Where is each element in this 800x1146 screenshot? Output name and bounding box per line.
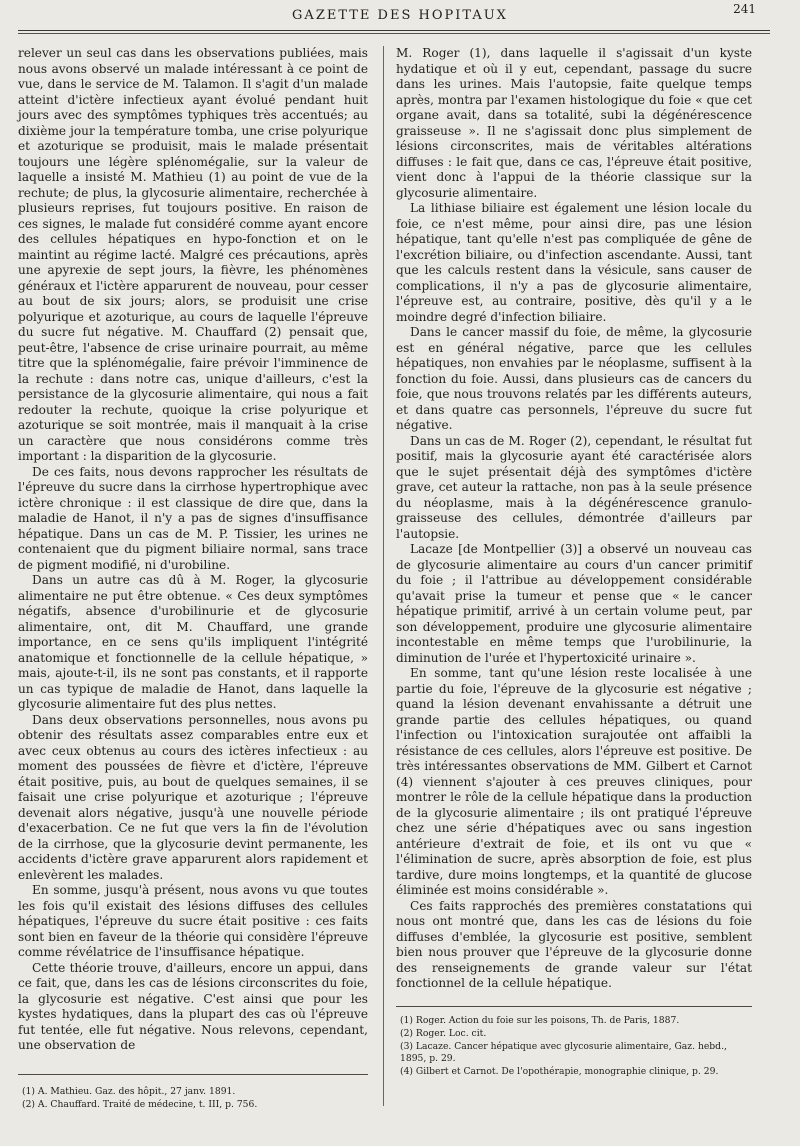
footnote: (1) Roger. Action du foie sur les poisons, Th. de Paris, 1887.	[400, 1014, 680, 1026]
paragraph: Dans un autre cas dû à M. Roger, la glycosurie alimentaire ne put être obtenue. « Ces deux symptômes négatifs, absence d'urobilinurie et de glycosurie alimentaire, ont, dit M. Chauffard, une grande importance, en ce sens qu'ils impliquent l'intégrité anatomique et fonctionnelle de la cellule hépatique, » mais, ajoute-t-il, ils ne sont pas constants, et il rapporte un cas typique de maladie de Hanot, dans laquelle la glycosurie alimentaire fut des plus nettes.	[18, 573, 368, 711]
left-column-text	[18, 46, 368, 1054]
paragraph: M. Roger (1), dans laquelle il s'agissait d'un kyste hydatique et où il y eut, cependant, passage du sucre dans les urines. Mais l'autopsie, faite quelque temps après, montra par l'examen histologique du foie « que cet organe avait, dans sa totalité, subi la dégénérescence graisseuse ». Il ne s'agissait donc plus simplement de lésions circonscrites, mais de véritables altérations diffuses : le fait que, dans ce cas, l'épreuve était positive, vient donc à l'appui de la théorie classique sur la glycosurie alimentaire.	[396, 46, 752, 200]
paragraph: Dans un cas de M. Roger (2), cependant, le résultat fut positif, mais la glycosurie ayant été caractérisée alors que le sujet présentait déjà des symptômes d'ictère grave, cet auteur la rattache, non pas à la seule présence du néoplasme, mais à la dégénérescence granulo-graisseuse des cellules, démontrée d'ailleurs par l'autopsie.	[396, 433, 752, 541]
right-footnotes	[396, 1015, 752, 1078]
footnote: (2) Roger. Loc. cit.	[400, 1027, 487, 1039]
paragraph: De ces faits, nous devons rapprocher les résultats de l'épreuve du sucre dans la cirrhose hypertrophique avec ictère chronique : il est classique de dire que, dans la maladie de Hanot, il n'y a pas de signes d'insuffisance hépatique. Dans un cas de M. P. Tissier, les urines ne contenaient que du pigment biliaire normal, sans trace de pigment modifié, ni d'urobiline.	[18, 464, 368, 572]
paragraph: relever un seul cas dans les observations publiées, mais nous avons observé un malade intéressant à ce point de vue, dans le service de M. Talamon. Il s'agit d'un malade atteint d'ictère infectieux ayant évolué pendant huit jours avec des symptômes typhiques très accentués; au dixième jour la température tomba, une crise polyurique et azoturique se produisit, mais le malade présentait toujours une légère splénomégalie, sur la valeur de laquelle a insisté M. Mathieu (1) au point de vue de la rechute; de plus, la glycosurie alimentaire, recherchée à plusieurs reprises, fut toujours positive. En raison de ces signes, le malade fut considéré comme ayant encore des cellules hépatiques en hypo-fonction et on le maintint au régime lacté. Malgré ces précautions, après une apyrexie de sept jours, la fièvre, les phénomènes généraux et l'ictère apparurent de nouveau, pour cesser au bout de six jours; alors, se produisit une crise polyurique et azoturique, au cours de laquelle l'épreuve du sucre fut négative. M. Chauffard (2) pensait que, peut-être, l'absence de crise urinaire pourrait, au même titre que la splénomégalie, faire prévoir l'imminence de la rechute : dans notre cas, unique d'ailleurs, c'est la persistance de la glycosurie alimentaire, qui nous a fait redouter la rechute, quoique la crise polyurique et azoturique se soit montrée, mais il manquait à la crise un caractère que nous considérons comme très important : la disparition de la glycosurie.	[18, 46, 368, 463]
header-rule-secondary	[18, 33, 770, 34]
paragraph: Dans deux observations personnelles, nous avons pu obtenir des résultats assez comparables entre eux et avec ceux obtenus au cours des ictères infectieux : au moment des poussées de fièvre et d'ictère, l'épreuve était positive, puis, au bout de quelques semaines, il se faisait une crise polyurique et azoturique ; l'épreuve devenait alors négative, jusqu'à une nouvelle période d'exacerbation. Ce ne fut que vers la fin de l'évolution de la cirrhose, que la glycosurie devint permanente, les accidents d'ictère grave apparurent alors rapidement et enlevèrent les malades.	[18, 712, 368, 882]
right-column-text	[396, 46, 752, 992]
header-rule	[18, 30, 770, 31]
left-column	[18, 46, 368, 1130]
paragraph: Dans le cancer massif du foie, de même, la glycosurie est en général négative, parce que les cellules hépatiques, non envahies par le néoplasme, suffisent à la fonction du foie. Aussi, dans plusieurs cas de cancers du foie, que nous trouvons relatés par les différents auteurs, et dans quatre cas personnels, l'épreuve du sucre fut négative.	[396, 325, 752, 432]
page-number: 241	[733, 2, 756, 16]
footnote-rule	[18, 1074, 368, 1075]
column-divider	[383, 46, 384, 1106]
paragraph: En somme, jusqu'à présent, nous avons vu que toutes les fois qu'il existait des lésions diffuses des cellules hépatiques, l'épreuve du sucre était positive : ces faits sont bien en faveur de la théorie qui considère l'épreuve comme révélatrice de l'insuffisance hépatique.	[18, 883, 368, 959]
footnote: (2) A. Chauffard. Traité de médecine, t. III, p. 756.	[22, 1099, 258, 1110]
paragraph: La lithiase biliaire est également une lésion locale du foie, ce n'est même, pour ainsi dire, pas une lésion hépatique, tant qu'elle n'est pas compliquée de gêne de l'excrétion biliaire, ou d'infection ascendante. Aussi, tant que les calculs restent dans la vésicule, sans causer de complications, il n'y a pas de glycosurie alimentaire, l'épreuve est, au contraire, positive, dès qu'il y a le moindre degré d'infection biliaire.	[396, 201, 752, 324]
paragraph: Ces faits rapprochés des premières constatations qui nous ont montré que, dans les cas de lésions du foie diffuses d'emblée, la glycosurie est positive, semblent bien nous prouver que l'épreuve de la glycosurie donne des renseignements de grande valeur sur l'état fonctionnel de la cellule hépatique.	[396, 898, 752, 990]
footnote: (4) Gilbert et Carnot. De l'opothérapie, monographie clinique, p. 29.	[400, 1065, 719, 1077]
footnote: (3) Lacaze. Cancer hépatique avec glycosurie alimentaire, Gaz. hebd., 1895, p. 29.	[400, 1040, 727, 1064]
paragraph: En somme, tant qu'une lésion reste localisée à une partie du foie, l'épreuve de la glycosurie est négative ; quand la lésion devenant envahissante a détruit une grande partie des cellules hépatiques, ou quand l'infection ou l'intoxication surajoutée ont affaibli la résistance de ces cellules, alors l'épreuve est positive. De très intéressantes observations de MM. Gilbert et Carnot (4) viennent s'ajouter à ces preuves cliniques, pour montrer le rôle de la cellule hépatique dans la production de la glycosurie alimentaire ; ils ont pratiqué l'épreuve chez une série d'hépatiques avec ou sans ingestion antérieure d'extrait de foie, et ils ont vu que « l'élimination de sucre, après absorption de foie, est plus tardive, dure moins longtemps, et la quantité de glucose éliminée est moins considérable ».	[396, 666, 752, 897]
paragraph: Cette théorie trouve, d'ailleurs, encore un appui, dans ce fait, que, dans les cas de lésions circonscrites du foie, la glycosurie est négative. C'est ainsi que pour les kystes hydatiques, dans la plupart des cas où l'épreuve fut tentée, elle fut négative. Nous relevons, cependant, une observation de	[18, 960, 368, 1052]
footnote: (1) A. Mathieu. Gaz. des hôpit., 27 janv. 1891.	[22, 1086, 236, 1097]
left-footnotes	[18, 1086, 368, 1112]
footnote-rule	[396, 1006, 752, 1007]
paragraph: Lacaze [de Montpellier (3)] a observé un nouveau cas de glycosurie alimentaire au cours d'un cancer primitif du foie ; il l'attribue au développement considérable qu'avait prise la tumeur et pense que « le cancer hépatique primitif, arrivé à un certain volume peut, par son développement, produire une glycosurie alimentaire incontestable en même temps que l'urobilinurie, la diminution de l'urée et l'hypertoxicité urinaire ».	[396, 542, 752, 665]
running-head: GAZETTE DES HOPITAUX	[292, 8, 508, 23]
right-column	[396, 46, 752, 1130]
